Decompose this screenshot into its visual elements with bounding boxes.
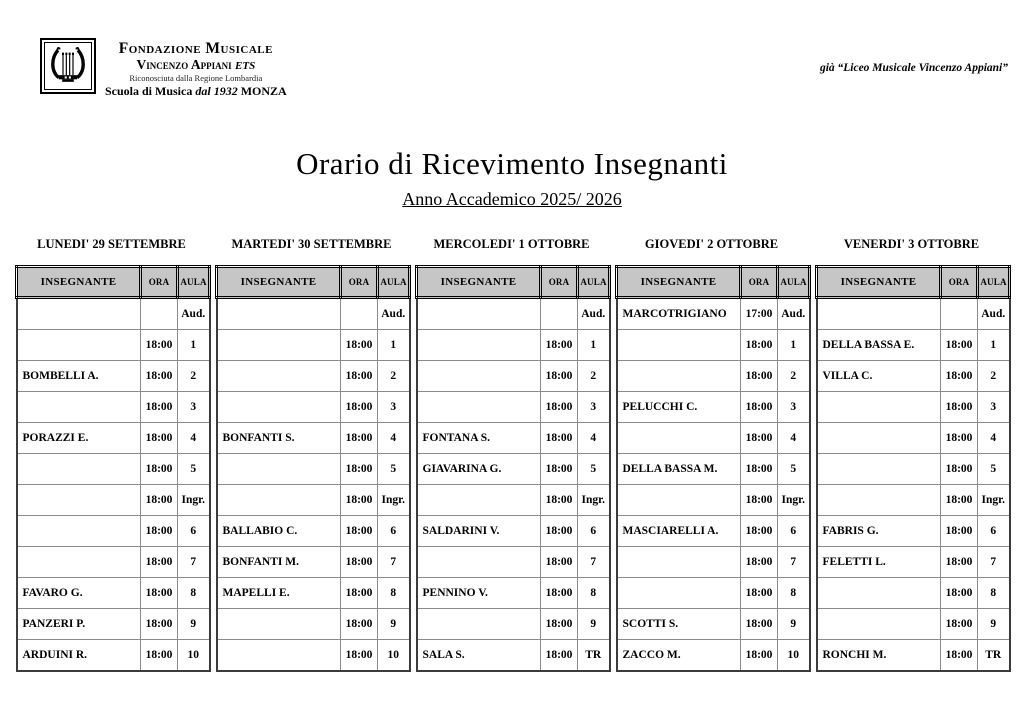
time-cell: 18:00 [741,330,778,361]
schedule-table [215,265,411,672]
room-cell: 2 [978,361,1010,392]
room-cell: 3 [778,392,810,423]
teacher-cell [417,485,541,516]
teacher-cell: ARDUINI R. [17,640,141,672]
room-cell: 5 [378,454,410,485]
room-cell: 5 [578,454,610,485]
time-cell: 18:00 [341,392,378,423]
day-column [415,237,608,672]
schedule-row [17,516,210,547]
time-cell: 18:00 [741,392,778,423]
time-cell [341,298,378,330]
teacher-cell [817,609,941,640]
schedule-row [217,516,410,547]
time-cell: 18:00 [941,454,978,485]
time-cell: 18:00 [141,361,178,392]
org-name: Vincenzo Appiani [136,57,232,73]
teacher-cell: MAPELLI E. [217,578,341,609]
time-cell: 18:00 [341,361,378,392]
teacher-cell: SCOTTI S. [617,609,741,640]
room-cell: Aud. [178,298,210,330]
column-header-ora: ORA [741,267,778,298]
teacher-cell: GIAVARINA G. [417,454,541,485]
teacher-cell [217,640,341,672]
teacher-cell: MASCIARELLI A. [617,516,741,547]
schedule-row [617,516,810,547]
schedule-table [815,265,1011,672]
room-cell: Ingr. [578,485,610,516]
room-cell: 9 [978,609,1010,640]
schedule-row [617,330,810,361]
teacher-cell [17,392,141,423]
time-cell: 18:00 [141,423,178,454]
time-cell: 18:00 [141,516,178,547]
schedule-row [417,640,610,672]
schedule-row [217,578,410,609]
time-cell: 18:00 [741,547,778,578]
org-school: Scuola di Musica [105,84,193,99]
teacher-cell [17,516,141,547]
schedule-row [817,298,1010,330]
schedule-row [17,298,210,330]
room-cell: 1 [978,330,1010,361]
schedule-row [617,298,810,330]
schedule-row [817,361,1010,392]
column-header-aula: AULA [578,267,610,298]
teacher-cell [417,298,541,330]
schedule-row [217,361,410,392]
teacher-cell [417,392,541,423]
tables-area [0,237,1024,672]
room-cell: 8 [578,578,610,609]
room-cell: 4 [578,423,610,454]
time-cell: 18:00 [741,640,778,672]
schedule-row [217,330,410,361]
room-cell: 4 [378,423,410,454]
schedule-row [217,485,410,516]
schedule-table [15,265,211,672]
time-cell: 18:00 [541,609,578,640]
schedule-row [417,361,610,392]
room-cell: 2 [378,361,410,392]
schedule-row [17,454,210,485]
room-cell: 9 [378,609,410,640]
schedule-row [17,547,210,578]
teacher-cell: FELETTI L. [817,547,941,578]
room-cell: 3 [578,392,610,423]
room-cell: 6 [978,516,1010,547]
time-cell: 18:00 [341,454,378,485]
teacher-cell: FABRIS G. [817,516,941,547]
room-cell: 9 [778,609,810,640]
time-cell: 18:00 [341,609,378,640]
day-label: LUNEDI' 29 SETTEMBRE [37,237,186,251]
time-cell: 18:00 [341,640,378,672]
header-row [217,267,410,298]
time-cell: 18:00 [341,330,378,361]
room-cell: Ingr. [178,485,210,516]
column-header-insegnante: INSEGNANTE [817,267,941,298]
time-cell: 18:00 [741,423,778,454]
schedule-row [17,640,210,672]
time-cell: 18:00 [941,485,978,516]
teacher-cell [817,423,941,454]
schedule-row [817,609,1010,640]
schedule-table [615,265,811,672]
day-label: VENERDI' 3 OTTOBRE [843,237,980,251]
time-cell: 18:00 [341,423,378,454]
time-cell: 18:00 [741,361,778,392]
schedule-row [617,392,810,423]
org-since: dal 1932 [195,84,238,99]
time-cell: 18:00 [741,485,778,516]
page-subtitle: Anno Accademico 2025/ 2026 [402,189,622,209]
time-cell: 18:00 [741,609,778,640]
teacher-cell [817,392,941,423]
column-header-ora: ORA [341,267,378,298]
teacher-cell: BOMBELLI A. [17,361,141,392]
column-header-insegnante: INSEGNANTE [617,267,741,298]
room-cell: 8 [778,578,810,609]
teacher-cell: PANZERI P. [17,609,141,640]
teacher-cell: BONFANTI M. [217,547,341,578]
schedule-row [417,516,610,547]
room-cell: 8 [178,578,210,609]
room-cell: 5 [178,454,210,485]
time-cell: 18:00 [541,361,578,392]
org-name-line2 [105,57,287,72]
schedule-row [217,298,410,330]
day-label: MERCOLEDI' 1 OTTOBRE [433,237,590,251]
teacher-cell [817,485,941,516]
room-cell: 8 [378,578,410,609]
logo-frame [40,38,96,94]
room-cell: Aud. [378,298,410,330]
teacher-cell [817,298,941,330]
schedule-row [17,392,210,423]
room-cell: 7 [178,547,210,578]
schedule-row [617,454,810,485]
teacher-cell: MARCOTRIGIANO [617,298,741,330]
column-header-aula: AULA [378,267,410,298]
org-city: MONZA [240,84,287,99]
room-cell: TR [578,640,610,672]
teacher-cell [17,547,141,578]
former-name-motto: già “Liceo Musicale Vincenzo Appiani” [819,62,1008,74]
schedule-row [217,609,410,640]
column-header-aula: AULA [778,267,810,298]
room-cell: 10 [378,640,410,672]
teacher-cell [217,485,341,516]
room-cell: Aud. [578,298,610,330]
teacher-cell: BONFANTI S. [217,423,341,454]
day-column [15,237,208,672]
time-cell: 17:00 [741,298,778,330]
room-cell: Ingr. [978,485,1010,516]
time-cell: 18:00 [141,640,178,672]
teacher-cell: FAVARO G. [17,578,141,609]
org-school-line [105,85,287,98]
column-header-ora: ORA [941,267,978,298]
teacher-cell [617,361,741,392]
header-row [17,267,210,298]
room-cell: 6 [578,516,610,547]
day-label: GIOVEDI' 2 OTTOBRE [644,237,779,251]
time-cell: 18:00 [541,516,578,547]
page-title: Orario di Ricevimento Insegnanti [296,146,728,181]
time-cell: 18:00 [141,547,178,578]
time-cell: 18:00 [541,578,578,609]
day-label: MARTEDI' 30 SETTEMBRE [231,237,392,251]
schedule-table [415,265,611,672]
schedule-row [17,485,210,516]
room-cell: 4 [978,423,1010,454]
time-cell: 18:00 [741,516,778,547]
room-cell: Ingr. [378,485,410,516]
schedule-row [17,361,210,392]
room-cell: 9 [578,609,610,640]
time-cell: 18:00 [741,578,778,609]
teacher-cell [817,454,941,485]
room-cell: 3 [178,392,210,423]
teacher-cell [417,330,541,361]
schedule-row [417,547,610,578]
schedule-row [217,640,410,672]
room-cell: 4 [178,423,210,454]
schedule-row [417,392,610,423]
time-cell: 18:00 [741,454,778,485]
teacher-cell [17,330,141,361]
schedule-row [817,485,1010,516]
teacher-cell: PORAZZI E. [17,423,141,454]
teacher-cell [217,392,341,423]
time-cell: 18:00 [541,392,578,423]
column-header-ora: ORA [141,267,178,298]
schedule-row [417,454,610,485]
time-cell: 18:00 [941,578,978,609]
time-cell: 18:00 [941,516,978,547]
room-cell: 3 [378,392,410,423]
schedule-row [617,609,810,640]
time-cell: 18:00 [141,454,178,485]
column-header-aula: AULA [978,267,1010,298]
time-cell: 18:00 [941,392,978,423]
time-cell: 18:00 [541,485,578,516]
time-cell [941,298,978,330]
room-cell: 1 [178,330,210,361]
teacher-cell: VILLA C. [817,361,941,392]
time-cell: 18:00 [541,330,578,361]
column-header-aula: AULA [178,267,210,298]
time-cell: 18:00 [541,423,578,454]
room-cell: 5 [778,454,810,485]
time-cell: 18:00 [141,330,178,361]
org-identity [105,38,287,99]
teacher-cell [217,330,341,361]
teacher-cell [617,423,741,454]
teacher-cell: ZACCO M. [617,640,741,672]
teacher-cell: BALLABIO C. [217,516,341,547]
schedule-row [217,454,410,485]
teacher-cell: RONCHI M. [817,640,941,672]
schedule-row [817,516,1010,547]
org-recognition: Riconosciuta dalla Regione Lombardia [129,72,263,83]
schedule-row [217,423,410,454]
teacher-cell [217,298,341,330]
schedule-row [417,578,610,609]
time-cell [141,298,178,330]
teacher-cell [217,454,341,485]
teacher-cell [617,578,741,609]
room-cell: 1 [378,330,410,361]
schedule-row [817,392,1010,423]
time-cell: 18:00 [941,361,978,392]
room-cell: 2 [778,361,810,392]
schedule-row [17,330,210,361]
time-cell: 18:00 [941,640,978,672]
time-cell: 18:00 [341,485,378,516]
header-row [617,267,810,298]
schedule-row [617,547,810,578]
teacher-cell [17,454,141,485]
teacher-cell [17,298,141,330]
schedule-row [617,423,810,454]
logo-block [40,38,287,99]
teacher-cell [617,547,741,578]
time-cell: 18:00 [541,640,578,672]
schedule-row [417,423,610,454]
time-cell: 18:00 [941,423,978,454]
header-row [817,267,1010,298]
time-cell: 18:00 [541,454,578,485]
letterhead [0,0,1024,112]
teacher-cell [617,485,741,516]
room-cell: 4 [778,423,810,454]
room-cell: 1 [778,330,810,361]
teacher-cell: SALA S. [417,640,541,672]
column-header-insegnante: INSEGNANTE [17,267,141,298]
time-cell: 18:00 [141,578,178,609]
teacher-cell [417,361,541,392]
time-cell: 18:00 [141,485,178,516]
room-cell: TR [978,640,1010,672]
time-cell: 18:00 [341,547,378,578]
schedule-row [817,640,1010,672]
teacher-cell [417,547,541,578]
teacher-cell: DELLA BASSA M. [617,454,741,485]
room-cell: 10 [778,640,810,672]
time-cell: 18:00 [941,547,978,578]
schedule-row [17,423,210,454]
room-cell: 2 [578,361,610,392]
time-cell: 18:00 [941,330,978,361]
teacher-cell [17,485,141,516]
room-cell: 7 [778,547,810,578]
room-cell: 7 [378,547,410,578]
teacher-cell: FONTANA S. [417,423,541,454]
time-cell: 18:00 [141,609,178,640]
room-cell: Ingr. [778,485,810,516]
time-cell: 18:00 [341,516,378,547]
schedule-row [17,609,210,640]
schedule-row [617,640,810,672]
room-cell: Aud. [978,298,1010,330]
room-cell: 9 [178,609,210,640]
org-name-line1: Fondazione Musicale [118,40,273,57]
schedule-row [817,330,1010,361]
room-cell: 10 [178,640,210,672]
room-cell: 1 [578,330,610,361]
schedule-row [817,578,1010,609]
room-cell: 7 [578,547,610,578]
room-cell: 8 [978,578,1010,609]
room-cell: Aud. [778,298,810,330]
schedule-row [217,547,410,578]
column-header-insegnante: INSEGNANTE [417,267,541,298]
room-cell: 6 [178,516,210,547]
teacher-cell: PELUCCHI C. [617,392,741,423]
teacher-cell [617,330,741,361]
header-row [417,267,610,298]
time-cell: 18:00 [941,609,978,640]
time-cell [541,298,578,330]
time-cell: 18:00 [341,578,378,609]
schedule-row [617,361,810,392]
day-column [215,237,408,672]
teacher-cell: SALDARINI V. [417,516,541,547]
teacher-cell [817,578,941,609]
room-cell: 5 [978,454,1010,485]
teacher-cell: PENNINO V. [417,578,541,609]
room-cell: 6 [778,516,810,547]
lyre-icon [44,42,92,90]
room-cell: 6 [378,516,410,547]
room-cell: 7 [978,547,1010,578]
column-header-ora: ORA [541,267,578,298]
day-column [615,237,808,672]
org-suffix: ETS [235,60,256,73]
schedule-row [817,423,1010,454]
schedule-row [417,330,610,361]
room-cell: 3 [978,392,1010,423]
schedule-row [617,578,810,609]
schedule-row [17,578,210,609]
schedule-row [817,547,1010,578]
time-cell: 18:00 [141,392,178,423]
teacher-cell: DELLA BASSA E. [817,330,941,361]
schedule-row [417,298,610,330]
teacher-cell [217,361,341,392]
schedule-row [217,392,410,423]
time-cell: 18:00 [541,547,578,578]
teacher-cell [417,609,541,640]
teacher-cell [217,609,341,640]
schedule-row [617,485,810,516]
day-column [815,237,1008,672]
column-header-insegnante: INSEGNANTE [217,267,341,298]
schedule-row [417,485,610,516]
schedule-row [417,609,610,640]
room-cell: 2 [178,361,210,392]
schedule-row [817,454,1010,485]
